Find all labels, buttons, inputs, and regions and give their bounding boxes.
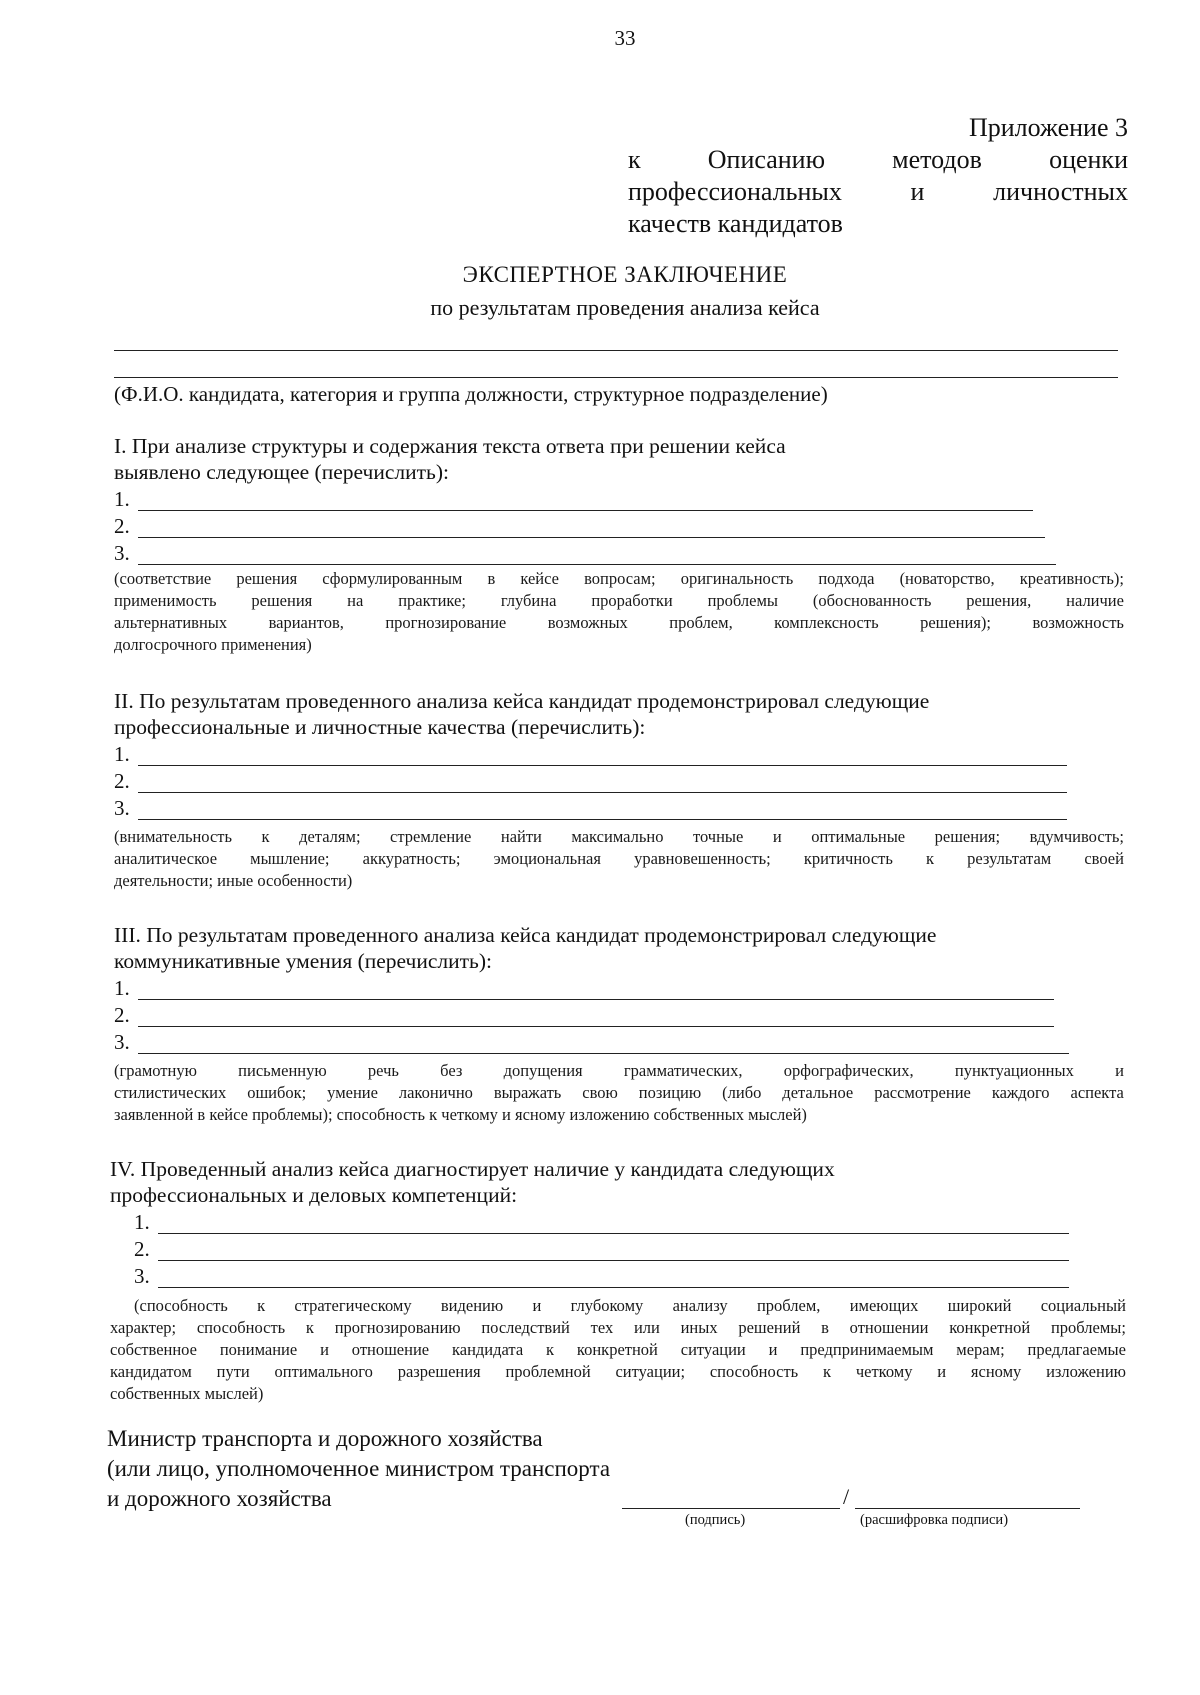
signer-block bbox=[107, 1424, 610, 1514]
section-2-fill-line-2[interactable] bbox=[138, 792, 1067, 793]
section-4-note bbox=[110, 1295, 1126, 1405]
signer-line-2: (или лицо, уполномоченное министром транспорта bbox=[107, 1456, 611, 1481]
appendix-word: методов bbox=[892, 145, 982, 174]
section-4-fill-line-3[interactable] bbox=[158, 1287, 1069, 1288]
signature-decoding-line[interactable] bbox=[855, 1508, 1080, 1509]
signer-line-3: и дорожного хозяйства bbox=[107, 1486, 332, 1511]
section-4-item-number: 2. bbox=[134, 1237, 150, 1261]
section-4-item-number: 1. bbox=[134, 1210, 150, 1234]
candidate-caption: (Ф.И.О. кандидата, категория и группа должности, структурное подразделение) bbox=[114, 382, 828, 406]
section-2-fill-line-3[interactable] bbox=[138, 819, 1067, 820]
section-1-fill-line-2[interactable] bbox=[138, 537, 1045, 538]
note-line: (соответствие решения сформулированным в кейсе вопросам; оригинальность подхода (новаторство, креативность); bbox=[114, 569, 1124, 588]
section-2-item-number: 3. bbox=[114, 796, 130, 820]
document-title: ЭКСПЕРТНОЕ ЗАКЛЮЧЕНИЕ bbox=[462, 262, 788, 287]
note-line: аналитическое мышление; аккуратность; эмоциональная уравновешенность; критичность к результатам своей bbox=[114, 849, 1124, 868]
note-line: (способность к стратегическому видению и глубокому анализу проблем, имеющих широкий социальный bbox=[134, 1296, 1126, 1315]
section-3-fill-line-2[interactable] bbox=[138, 1026, 1054, 1027]
note-line: деятельности; иные особенности) bbox=[114, 871, 353, 890]
appendix-line-2 bbox=[628, 144, 1128, 176]
section-3-item-number: 1. bbox=[114, 976, 130, 1000]
section-1-line-2: выявлено следующее (перечислить): bbox=[114, 460, 449, 484]
section-1-note bbox=[114, 568, 1124, 656]
signature-caption: (подпись) bbox=[685, 1512, 746, 1528]
signer-line-1: Министр транспорта и дорожного хозяйства bbox=[107, 1426, 543, 1451]
section-3-fill-line-1[interactable] bbox=[138, 999, 1054, 1000]
section-2-item-number: 1. bbox=[114, 742, 130, 766]
note-line: альтернативных вариантов, прогнозирование возможных проблем, комплексность решения); возможность bbox=[114, 613, 1124, 632]
section-1-fill-line-3[interactable] bbox=[138, 564, 1056, 565]
note-line: собственное понимание и отношение кандидата к конкретной ситуации и предпринимаемым мерам; предлагаемые bbox=[110, 1340, 1126, 1359]
section-3-item-number: 3. bbox=[114, 1030, 130, 1054]
section-4-fill-line-1[interactable] bbox=[158, 1233, 1069, 1234]
appendix-word: оценки bbox=[1049, 145, 1128, 174]
appendix-line-3 bbox=[628, 176, 1128, 208]
appendix-line-4: качеств кандидатов bbox=[628, 209, 843, 238]
note-line: собственных мыслей) bbox=[110, 1384, 264, 1403]
signature-line[interactable] bbox=[622, 1508, 840, 1509]
section-4-item-number: 3. bbox=[134, 1264, 150, 1288]
section-2-fill-line-1[interactable] bbox=[138, 765, 1067, 766]
section-3-heading bbox=[114, 922, 1126, 974]
section-2-line-1: II. По результатам проведенного анализа кейса кандидат продемонстрировал следующие bbox=[114, 689, 930, 713]
note-line: применимость решения на практике; глубина проработки проблемы (обоснованность решения, наличие bbox=[114, 591, 1124, 610]
section-3-fill-line-3[interactable] bbox=[138, 1053, 1069, 1054]
appendix-header bbox=[628, 112, 1128, 240]
section-3-line-2: коммуникативные умения (перечислить): bbox=[114, 949, 492, 973]
section-1-line-1: I. При анализе структуры и содержания текста ответа при решении кейса bbox=[114, 434, 786, 458]
note-line: кандидатом пути оптимального разрешения проблемной ситуации; способность к четкому и ясному изложению bbox=[110, 1362, 1126, 1381]
note-line: характер; способность к прогнозированию последствий тех или иных решений в отношении конкретной проблемы; bbox=[110, 1318, 1126, 1337]
section-1-item-number: 2. bbox=[114, 514, 130, 538]
appendix-word: профессиональных bbox=[628, 177, 842, 206]
section-4-line-1: IV. Проведенный анализ кейса диагностирует наличие у кандидата следующих bbox=[110, 1157, 835, 1181]
section-4-line-2: профессиональных и деловых компетенций: bbox=[110, 1183, 518, 1207]
section-2-note bbox=[114, 826, 1124, 892]
section-3-line-1: III. По результатам проведенного анализа кейса кандидат продемонстрировал следующие bbox=[114, 923, 937, 947]
appendix-word: Описанию bbox=[707, 145, 826, 174]
appendix-word: к bbox=[628, 145, 641, 174]
section-2-line-2: профессиональные и личностные качества (перечислить): bbox=[114, 715, 646, 739]
appendix-word: и bbox=[910, 177, 925, 206]
note-line: долгосрочного применения) bbox=[114, 635, 312, 654]
signature-decoding-caption: (расшифровка подписи) bbox=[860, 1512, 1009, 1528]
signature-separator: / bbox=[843, 1484, 850, 1509]
section-4-heading bbox=[110, 1156, 1010, 1208]
page-number: 33 bbox=[614, 26, 636, 50]
section-1-heading bbox=[114, 433, 914, 485]
section-4-fill-line-2[interactable] bbox=[158, 1260, 1069, 1261]
document-subtitle: по результатам проведения анализа кейса bbox=[430, 295, 820, 320]
candidate-fill-line-2[interactable] bbox=[114, 377, 1118, 378]
note-line: (внимательность к деталям; стремление найти максимально точные и оптимальные решения; вдумчивость; bbox=[114, 827, 1124, 846]
section-1-item-number: 1. bbox=[114, 487, 130, 511]
section-3-item-number: 2. bbox=[114, 1003, 130, 1027]
candidate-fill-line-1[interactable] bbox=[114, 350, 1118, 351]
appendix-label: Приложение 3 bbox=[968, 113, 1128, 142]
note-line: заявленной в кейсе проблемы); способность к четкому и ясному изложению собственных мыслей) bbox=[114, 1105, 807, 1124]
section-1-item-number: 3. bbox=[114, 541, 130, 565]
section-2-item-number: 2. bbox=[114, 769, 130, 793]
section-3-note bbox=[114, 1060, 1124, 1126]
section-2-heading bbox=[114, 688, 1126, 740]
appendix-word: личностных bbox=[993, 177, 1128, 206]
section-1-fill-line-1[interactable] bbox=[138, 510, 1033, 511]
note-line: (грамотную письменную речь без допущения грамматических, орфографических, пунктуационных и bbox=[114, 1061, 1124, 1080]
note-line: стилистических ошибок; умение лаконично выражать свою позицию (либо детальное рассмотрение каждого аспекта bbox=[114, 1083, 1124, 1102]
